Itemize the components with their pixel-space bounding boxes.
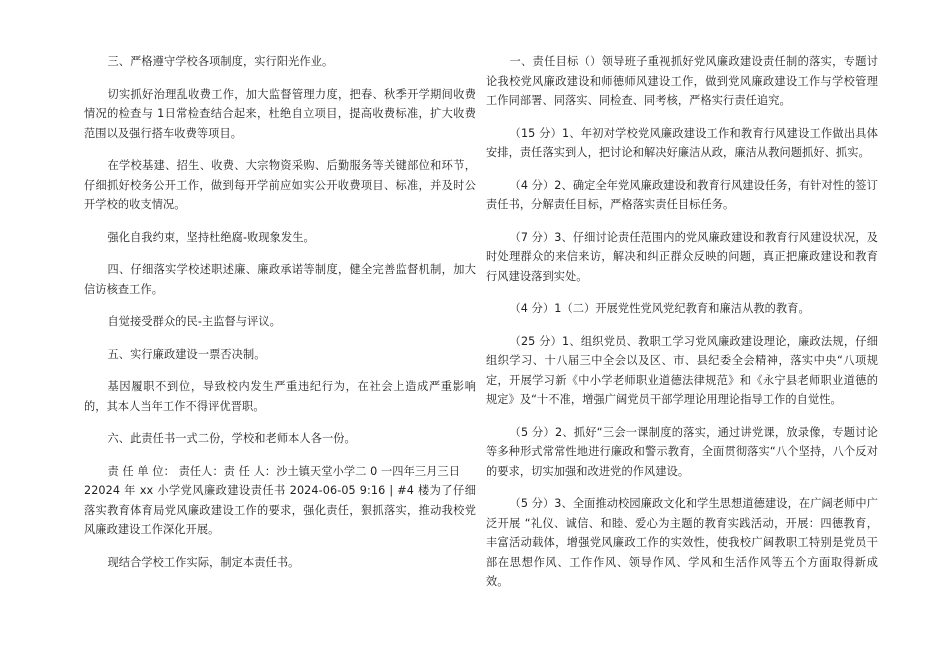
paragraph-section-three-heading: 三、严格遵守学校各项制度，实行阳光作业。 (107, 55, 334, 68)
paragraph-item-tasks: （4 分）2、确定全年党风廉政建设和教育行风建设任务，有针对性的签订责任书，分解责任目标，严格落实责任目标任务。 (486, 178, 878, 211)
paragraph-fee-management: 切实抓好治理乱收费工作，加大监督管理力度，把春、秋季开学期间收费情况的检查与 1日常检查结合起来，杜绝自立项目，提高收费标准，扩大收费范围以及强行搭车收费等项目。 (84, 87, 476, 140)
paragraph-purpose: 现结合学校工作实际，制定本责任书。 (107, 555, 300, 569)
paragraph-section-six-heading: 六、此责任书一式二份，学校和老师本人各一份。 (107, 432, 356, 445)
paragraph-self-discipline: 强化自我约束，坚持杜绝腐-败现象发生。 (107, 230, 315, 244)
left-column (84, 52, 476, 585)
right-column (486, 52, 878, 605)
paragraph-public-supervision: 自觉接受群众的民-主监督与评议。 (107, 315, 281, 328)
paragraph-signature-line: 责 任 单 位： 责任人：责 任 人：沙土镇天堂小学二 0 一四年三月三日 (107, 464, 461, 478)
paragraph-section-five-heading: 五、实行廉政建设一票否决制。 (107, 347, 266, 361)
paragraph-document-header: 22024 年 xx 小学党风廉政建设责任书 2024-06-05 9:16 | #4 楼为了仔细落实教育体育局党风廉政建设工作的要求，强化责任，狠抓落实，推动我校党风廉政建设工作深化开展。 (84, 484, 476, 536)
paragraph-section-four-heading: 四、仔细落实学校述职述廉、廉政承诺等制度，健全完善监督机制，加大信访核查工作。 (84, 263, 476, 296)
paragraph-item-annual-plan: （15 分）1、年初对学校党风廉政建设工作和教育行风建设工作做出具体安排，责任落实到人，把讨论和解决好廉洁从政，廉洁从教问题抓好、抓实。 (486, 126, 878, 159)
paragraph-item-study: （25 分）1、组织党员、教职工学习党风廉政建设理论，廉政法规，仔细组织学习、十八届三中全会以及区、市、县纪委全会精神，落实中央“八项规定，开展学习新《中小学老师职业道德法律规范》和《永宁县老师职业道德的规定》及“十不准，增强广阔党员干部学理论用理论指导工作的自觉性。 (486, 334, 878, 406)
paragraph-item-three-meetings: （5 分）2、抓好“三会一课制度的落实，通过讲党课，放录像，专题讨论等多种形式常常性地进行廉政和警示教育，全面贯彻落实“八个坚持，八个反对的要求，切实加强和改进党的作风建设。 (486, 425, 878, 478)
paragraph-item-campus-culture: （5 分）3、全面推动校园廉政文化和学生思想道德建设，在广阔老师中广泛开展 “礼仪、诚信、和睦、爱心为主题的教育实践活动，开展：四德教育，丰富活动载体，增强党风廉政工作的实效性，使我校广阔教职工特别是党员干部在思想作风、工作作风、领导作风、学风和生活作风等五个方面取得新成效。 (486, 497, 878, 588)
paragraph-item-complaints: （7 分）3、仔细讨论责任范围内的党风廉政建设和教育行风建设状况，及时处理群众的来信来访，解决和纠正群众反映的问题，真正把廉政建设和教育行风建设落到实处。 (486, 230, 878, 283)
paragraph-education-heading: （4 分）1（二）开展党性党风党纪教育和廉洁从教的教育。 (509, 302, 810, 315)
paragraph-accountability: 基因履职不到位，导致校内发生严重违纪行为，在社会上造成严重影响的，其本人当年工作不得评优晋职。 (84, 380, 476, 413)
paragraph-responsibility-goals: 一、责任目标（）领导班子重视抓好党风廉政建设责任制的落实，专题讨论我校党风廉政建设和师德师风建设工作，做到党风廉政建设工作与学校管理工作同部署、同落实、同检查、同考核，严格实行责任追究。 (486, 55, 878, 107)
paragraph-school-affairs-disclosure: 在学校基建、招生、收费、大宗物资采购、后勤服务等关键部位和环节，仔细抓好校务公开工作，做到每开学前应如实公开收费项目、标准，并及时公开学校的收支情况。 (84, 159, 476, 211)
